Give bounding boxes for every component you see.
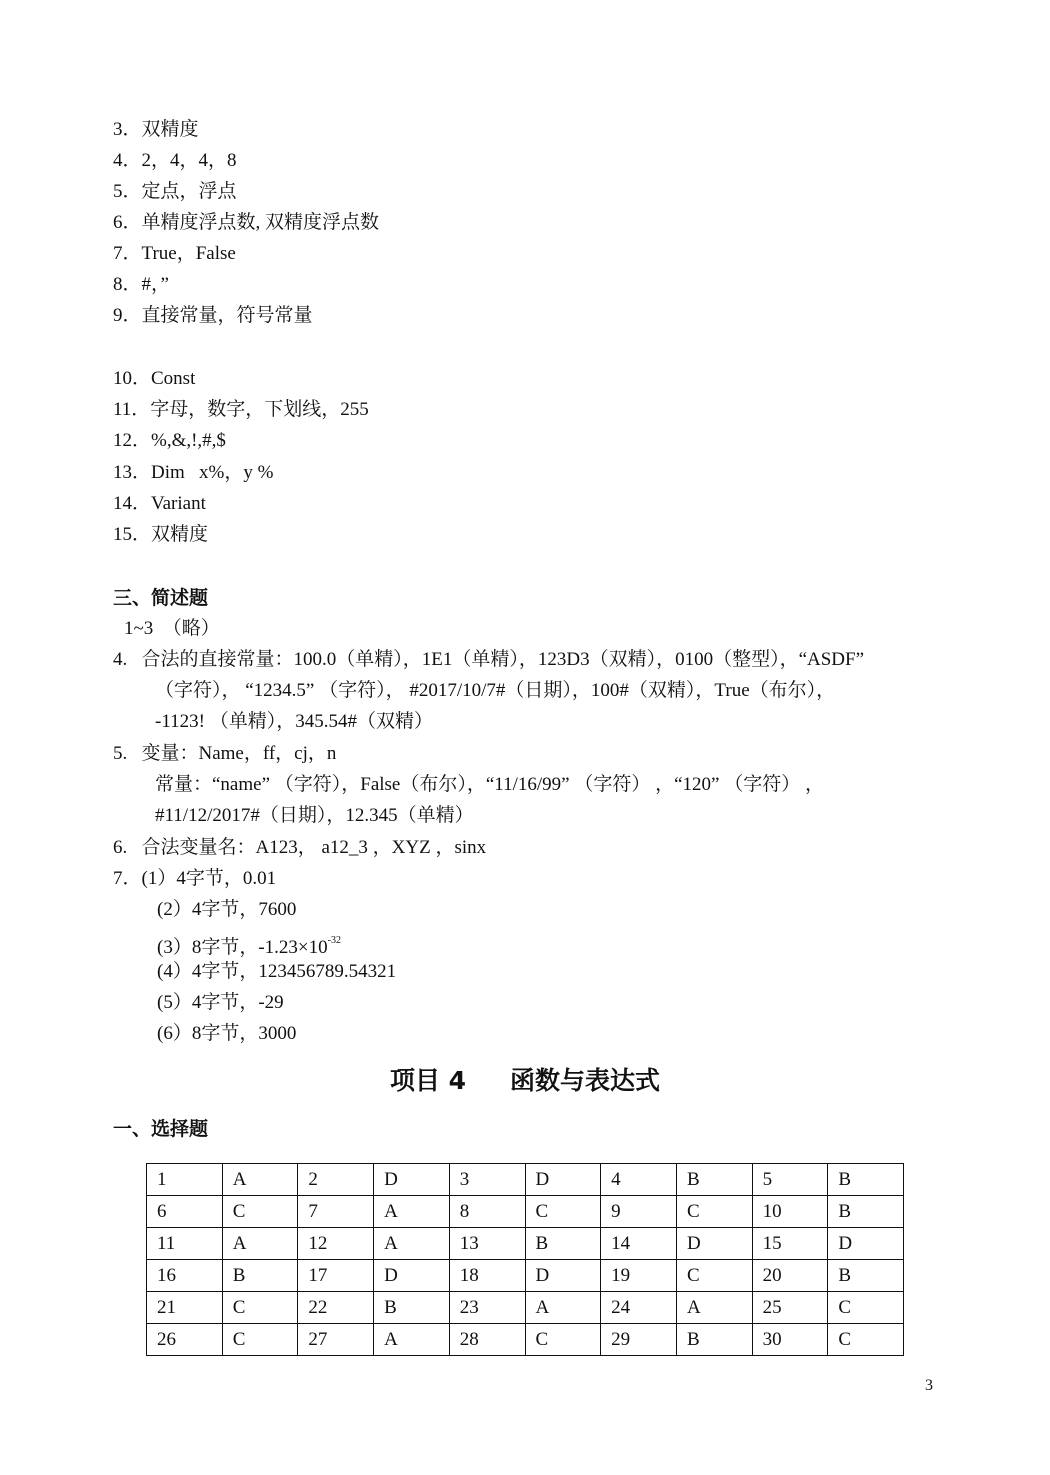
answer-letter: A	[222, 1228, 298, 1260]
question-number: 20	[752, 1260, 828, 1292]
table-row	[147, 1228, 904, 1260]
chapter-label: 项目 4	[389, 1066, 467, 1095]
question-number: 26	[147, 1324, 223, 1356]
short-answer-7-item-2: (2）4字节，7600	[157, 899, 297, 920]
short-answer-7-item-5: (5）4字节，-29	[157, 992, 284, 1013]
answer-letter: C	[828, 1324, 904, 1356]
answer-letter: B	[222, 1260, 298, 1292]
short-answer-1-3: 1~3 （略）	[124, 618, 220, 639]
question-number: 9	[601, 1196, 677, 1228]
answer-letter: C	[828, 1292, 904, 1324]
fill-answer-12: 12．%,&,!,#,$	[113, 430, 226, 451]
answer-letter: B	[676, 1164, 752, 1196]
fill-answer-8: 8．#，”	[113, 274, 169, 295]
answer-letter: A	[676, 1292, 752, 1324]
question-number: 11	[147, 1228, 223, 1260]
fill-answer-15: 15．双精度	[113, 524, 209, 545]
question-number: 5	[752, 1164, 828, 1196]
answer-letter: D	[676, 1228, 752, 1260]
fill-answer-4: 4．2，4，4，8	[113, 150, 237, 171]
answer-letter: C	[676, 1260, 752, 1292]
short-answer-7-item-4: (4）4字节，123456789.54321	[157, 961, 397, 982]
question-number: 24	[601, 1292, 677, 1324]
short-answer-4-line-2: （字符）， “1234.5” （字符）， #2017/10/7#（日期），100#（双精），True（布尔），	[155, 680, 836, 701]
answer-letter: A	[222, 1164, 298, 1196]
answer-letter: D	[525, 1260, 601, 1292]
question-number: 16	[147, 1260, 223, 1292]
short-answer-7-item-1: 7．(1）4字节，0.01	[113, 868, 277, 889]
chapter-heading	[0, 1066, 1050, 1096]
fill-answer-13: 13．Dim x%，y %	[113, 462, 274, 483]
table-row	[147, 1164, 904, 1196]
answer-letter: C	[676, 1196, 752, 1228]
table-row	[147, 1260, 904, 1292]
page-number: 3	[925, 1377, 933, 1394]
question-number: 25	[752, 1292, 828, 1324]
fill-answer-5: 5．定点，浮点	[113, 181, 237, 202]
short-answer-5-line-2: 常量：“name” （字符），False（布尔），“11/16/99” （字符） ，“120” （字符） ，	[155, 774, 824, 795]
answer-letter: C	[222, 1324, 298, 1356]
answer-letter: C	[525, 1324, 601, 1356]
answer-letter: A	[374, 1196, 450, 1228]
question-number: 13	[449, 1228, 525, 1260]
answer-letter: D	[525, 1164, 601, 1196]
question-number: 17	[298, 1260, 374, 1292]
short-answer-4-line-1: 4. 合法的直接常量：100.0（单精），1E1（单精），123D3（双精），0100（整型），“ASDF”	[113, 649, 865, 670]
question-number: 22	[298, 1292, 374, 1324]
question-number: 2	[298, 1164, 374, 1196]
choice-answer-table	[146, 1163, 904, 1356]
answer-letter: D	[374, 1164, 450, 1196]
short-answer-7-item-3	[157, 929, 341, 960]
chapter-title: 函数与表达式	[510, 1066, 661, 1095]
answer-letter: B	[828, 1196, 904, 1228]
question-number: 14	[601, 1228, 677, 1260]
answer-letter: D	[374, 1260, 450, 1292]
question-number: 21	[147, 1292, 223, 1324]
table-row	[147, 1292, 904, 1324]
answer-letter: A	[374, 1324, 450, 1356]
answer-letter: B	[525, 1228, 601, 1260]
table-row	[147, 1324, 904, 1356]
answer-letter: B	[374, 1292, 450, 1324]
question-number: 30	[752, 1324, 828, 1356]
question-number: 4	[601, 1164, 677, 1196]
question-number: 12	[298, 1228, 374, 1260]
short-answer-7-item-6: (6）8字节，3000	[157, 1023, 297, 1044]
question-number: 19	[601, 1260, 677, 1292]
fill-answer-9: 9．直接常量，符号常量	[113, 305, 313, 326]
short-answer-5-line-1: 5. 变量：Name，ff，cj，n	[113, 743, 337, 764]
section-title-choice: 一、选择题	[113, 1118, 209, 1140]
question-number: 3	[449, 1164, 525, 1196]
fill-answer-10: 10．Const	[113, 368, 196, 389]
exponent: -32	[327, 935, 341, 946]
question-number: 10	[752, 1196, 828, 1228]
fill-answer-6: 6．单精度浮点数, 双精度浮点数	[113, 212, 380, 233]
fill-answer-7: 7．True，False	[113, 243, 236, 264]
answer-letter: A	[374, 1228, 450, 1260]
fill-answer-11: 11．字母，数字，下划线，255	[113, 399, 369, 420]
answer-letter: B	[828, 1164, 904, 1196]
question-number: 8	[449, 1196, 525, 1228]
question-number: 28	[449, 1324, 525, 1356]
answer-letter: C	[222, 1196, 298, 1228]
table-row	[147, 1196, 904, 1228]
answer-letter: A	[525, 1292, 601, 1324]
short-answer-4-line-3: -1123! （单精），345.54#（双精）	[155, 711, 433, 732]
question-number: 6	[147, 1196, 223, 1228]
answer-letter: C	[525, 1196, 601, 1228]
fill-answer-3: 3．双精度	[113, 119, 199, 140]
section-title-short-answer: 三、简述题	[113, 587, 209, 609]
short-answer-6: 6. 合法变量名：A123， a12_3 ，XYZ ，sinx	[113, 837, 487, 858]
short-answer-7-item-3-text: (3）8字节，-1.23×10	[157, 937, 328, 958]
question-number: 15	[752, 1228, 828, 1260]
question-number: 23	[449, 1292, 525, 1324]
question-number: 29	[601, 1324, 677, 1356]
question-number: 7	[298, 1196, 374, 1228]
question-number: 27	[298, 1324, 374, 1356]
answer-letter: C	[222, 1292, 298, 1324]
question-number: 18	[449, 1260, 525, 1292]
short-answer-5-line-3: #11/12/2017#（日期），12.345（单精）	[155, 805, 474, 826]
answer-letter: B	[676, 1324, 752, 1356]
question-number: 1	[147, 1164, 223, 1196]
answer-letter: D	[828, 1228, 904, 1260]
answer-letter: B	[828, 1260, 904, 1292]
fill-answer-14: 14．Variant	[113, 493, 206, 514]
